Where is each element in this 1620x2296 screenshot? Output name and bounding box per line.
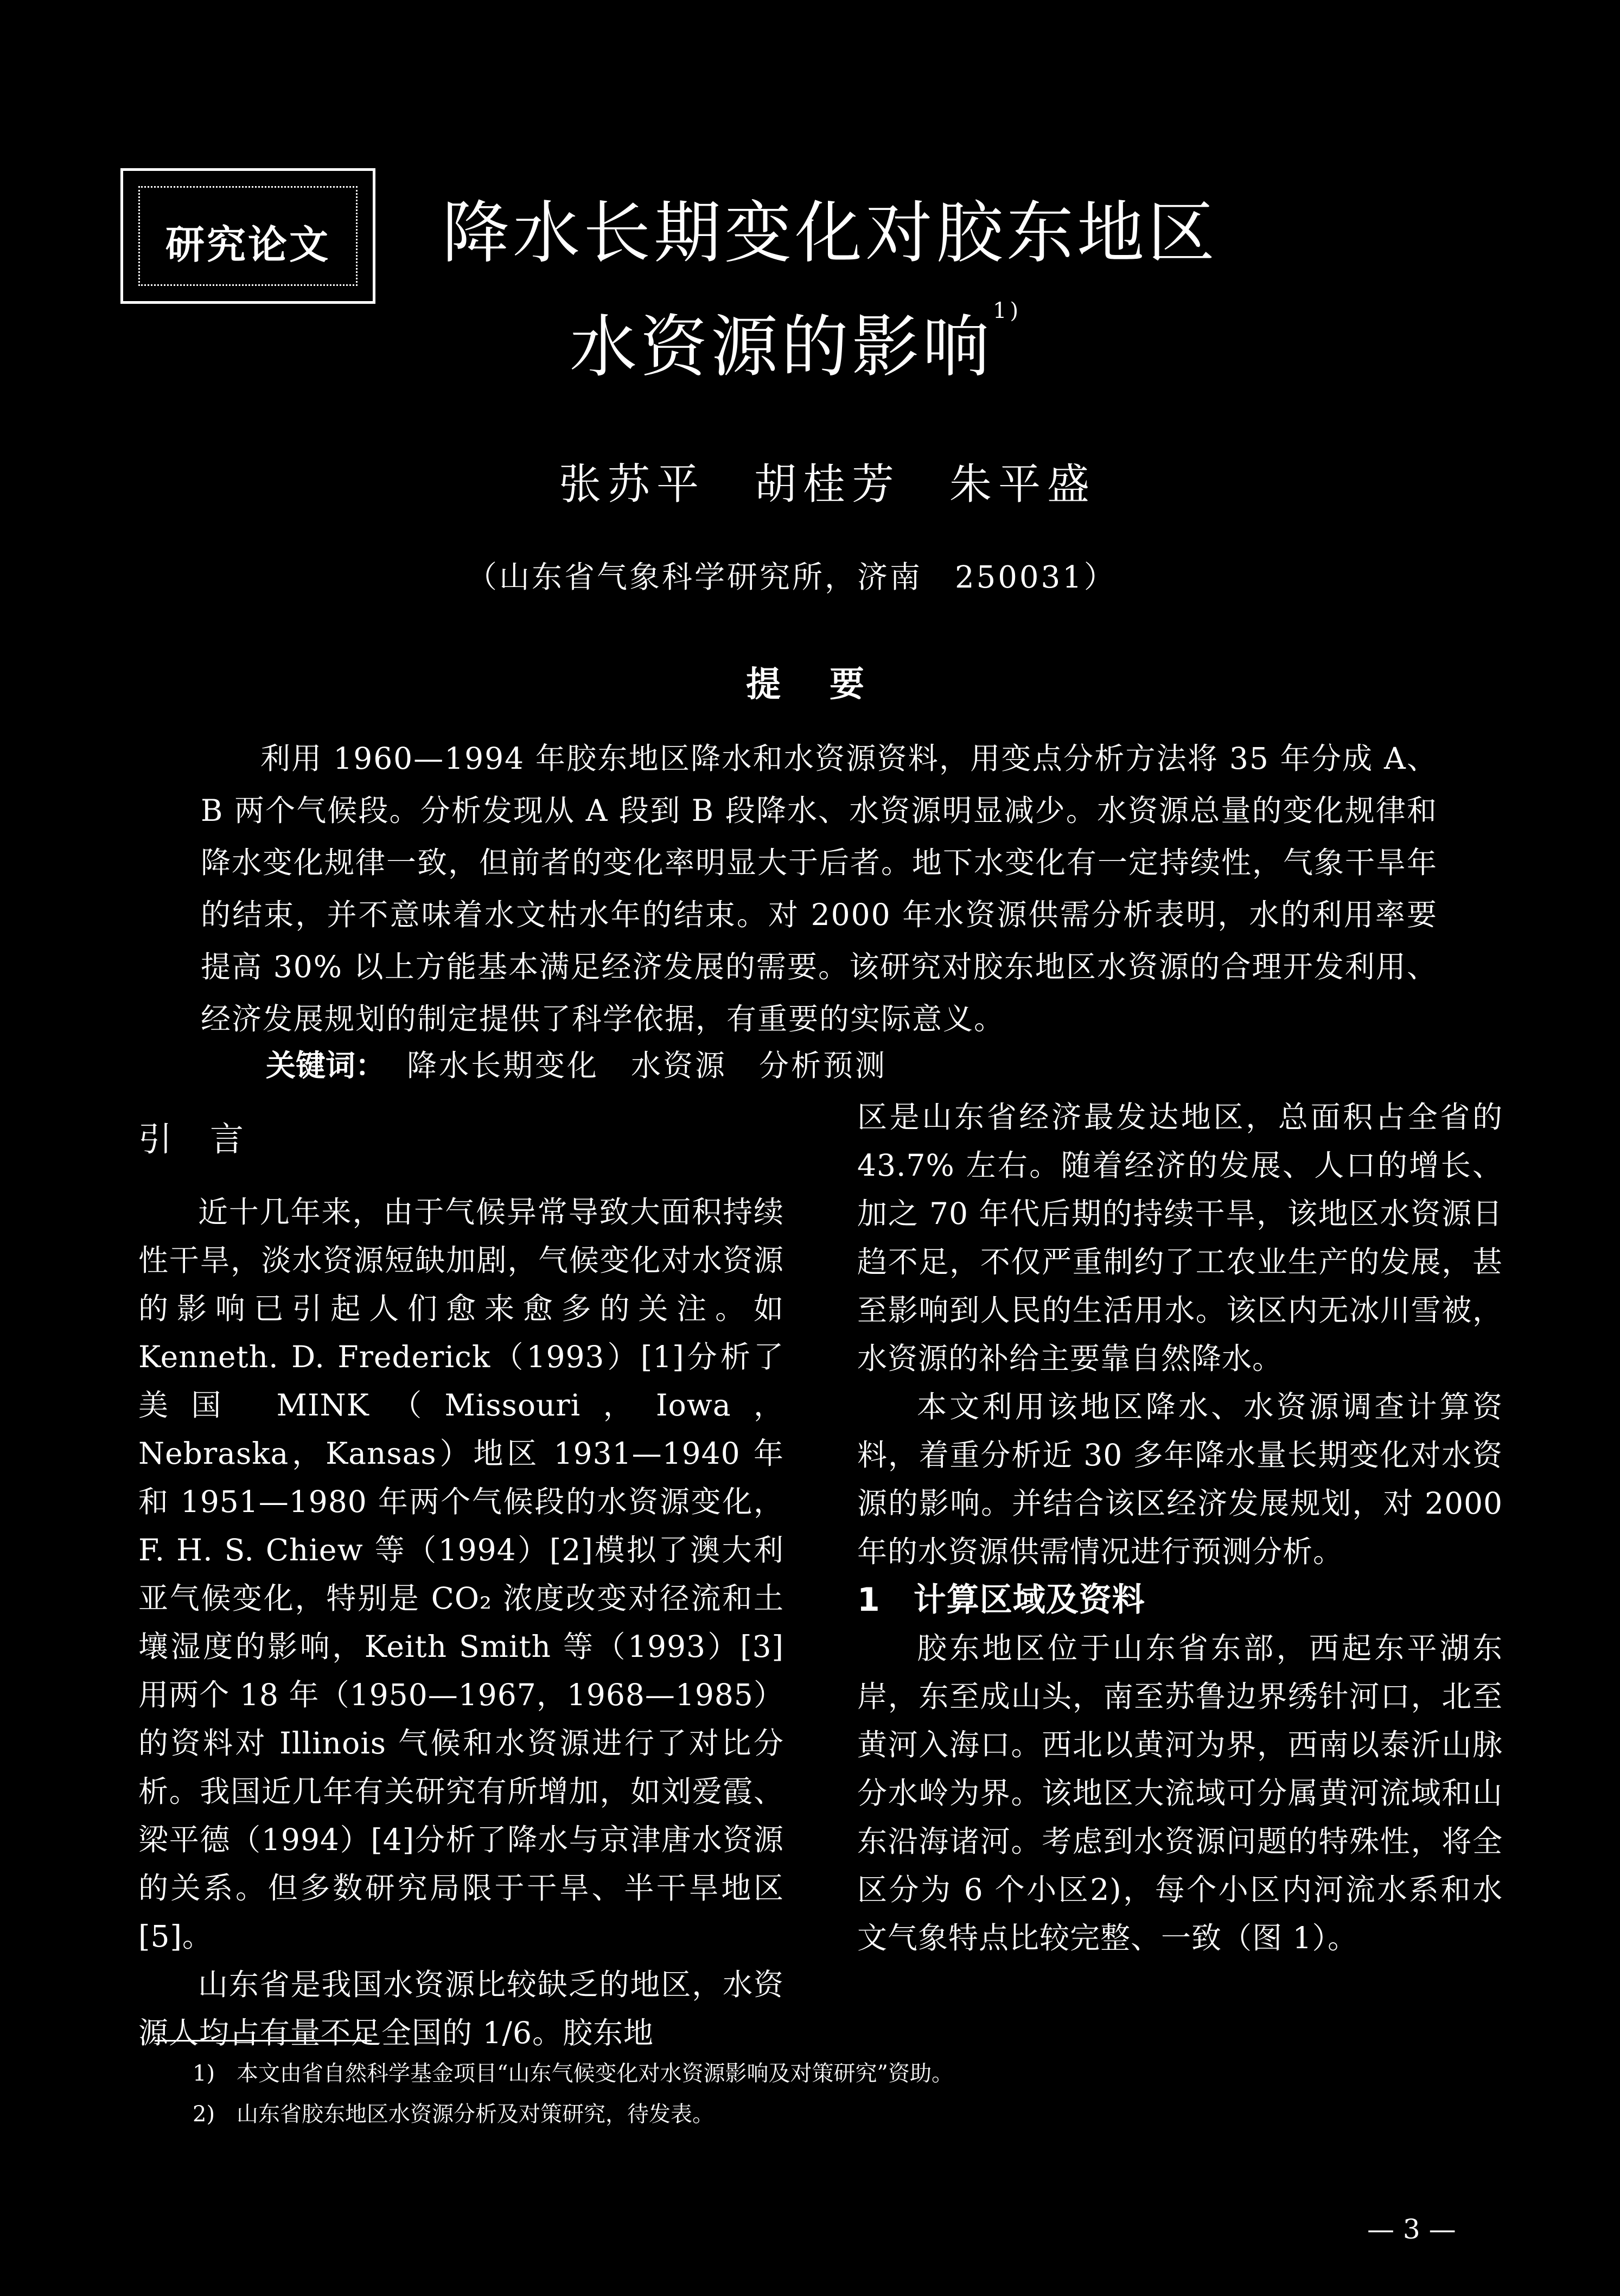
keywords-line (266, 1042, 887, 1085)
footnote-1: 1) 本文由省自然科学基金项目“山东气候变化对水资源影响及对策研究”资助。 (193, 2061, 953, 2086)
right-paragraph-continued: 区是山东省经济最发达地区，总面积占全省的 43.7% 左右。随着经济的发展、人口的增长、加之 70 年代后期的持续干旱，该地区水资源日趋不足，不仅严重制约了工农业生产的发展，甚至影响到人民的生活用水。该区内无冰川雪被，水资源的补给主要靠自然降水。 (857, 1100, 1503, 1376)
authors: 张苏平 胡桂芳 朱平盛 (559, 460, 1096, 509)
footnote-rule (155, 2040, 372, 2042)
title-line-2-text: 水资源的影响 (570, 308, 993, 386)
left-column (138, 1188, 784, 2057)
section-1-heading: 1 计算区域及资料 (857, 1581, 1145, 1619)
footnote-2: 2) 山东省胶东地区水资源分析及对策研究，待发表。 (193, 2102, 715, 2127)
right-column (857, 1093, 1503, 1962)
section-badge (120, 168, 375, 304)
title-line-1: 降水长期变化对胶东地区 (442, 194, 1218, 272)
left-paragraph-2: 山东省是我国水资源比较缺乏的地区，水资源人均占有量不足全国的 1/6。胶东地 (138, 1967, 784, 2050)
keywords-values: 降水长期变化 水资源 分析预测 (407, 1048, 888, 1083)
badge-label: 研究论文 (165, 222, 330, 267)
page-number: — 3 — (1367, 2214, 1456, 2245)
abstract-heading: 提要 (746, 665, 913, 705)
intro-heading: 引言 (138, 1119, 282, 1159)
left-paragraph-1: 近十几年来，由于气候异常导致大面积持续性干旱，淡水资源短缺加剧，气候变化对水资源的影响已引起人们愈来愈多的关注。如 Kenneth. D. Frederick（1993）[1]分析了美国 MINK（Missouri，Iowa，Nebraska，Kansas）地区 1931—1940 年和 1951—1980 年两个气候段的水资源变化，F. H. S. Chiew 等（1994）[2]模拟了澳大利亚气候变化，特别是 CO₂ 浓度改变对径流和土壤湿度的影响，Keith Smith 等（1993）[3] 用两个 18 年（1950—1967，1968—1985）的资料对 Illinois 气候和水资源进行了对比分析。我国近几年有关研究有所增加，如刘爱霞、梁平德（1994）[4]分析了降水与京津唐水资源的关系。但多数研究局限于干旱、半干旱地区[5]。 (138, 1195, 784, 1954)
title-line-2 (570, 293, 1058, 390)
right-paragraph-2: 胶东地区位于山东省东部，西起东平湖东岸，东至成山头，南至苏鲁边界绣针河口，北至黄河入海口。西北以黄河为界，西南以泰沂山脉分水岭为界。该地区大流域可分属黄河流域和山东沿海诸河。考虑到水资源问题的特殊性，将全区分为 6 个小区2)，每个小区内河流水系和水文气象特点比较完整、一致（图 1）。 (857, 1631, 1503, 1955)
keywords-label: 关键词： (266, 1048, 386, 1083)
title-footnote-mark: 1) (993, 298, 1022, 323)
affiliation: （山东省气象科学研究所，济南 250031） (467, 560, 1117, 595)
right-paragraph-1: 本文利用该地区降水、水资源调查计算资料，着重分析近 30 多年降水量长期变化对水资源的影响。并结合该区经济发展规划，对 2000 年的水资源供需情况进行预测分析。 (857, 1389, 1503, 1569)
abstract-text: 利用 1960—1994 年胶东地区降水和水资源资料，用变点分析方法将 35 年分成 A、B 两个气候段。分析发现从 A 段到 B 段降水、水资源明显减少。水资源总量的变化规律和降水变化规律一致，但前者的变化率明显大于后者。地下水变化有一定持续性，气象干旱年的结束，并不意味着水文枯水年的结束。对 2000 年水资源供需分析表明，水的利用率要提高 30% 以上方能基本满足经济发展的需要。该研究对胶东地区水资源的合理开发利用、经济发展规划的制定提供了科学依据，有重要的实际意义。 (201, 741, 1438, 1036)
